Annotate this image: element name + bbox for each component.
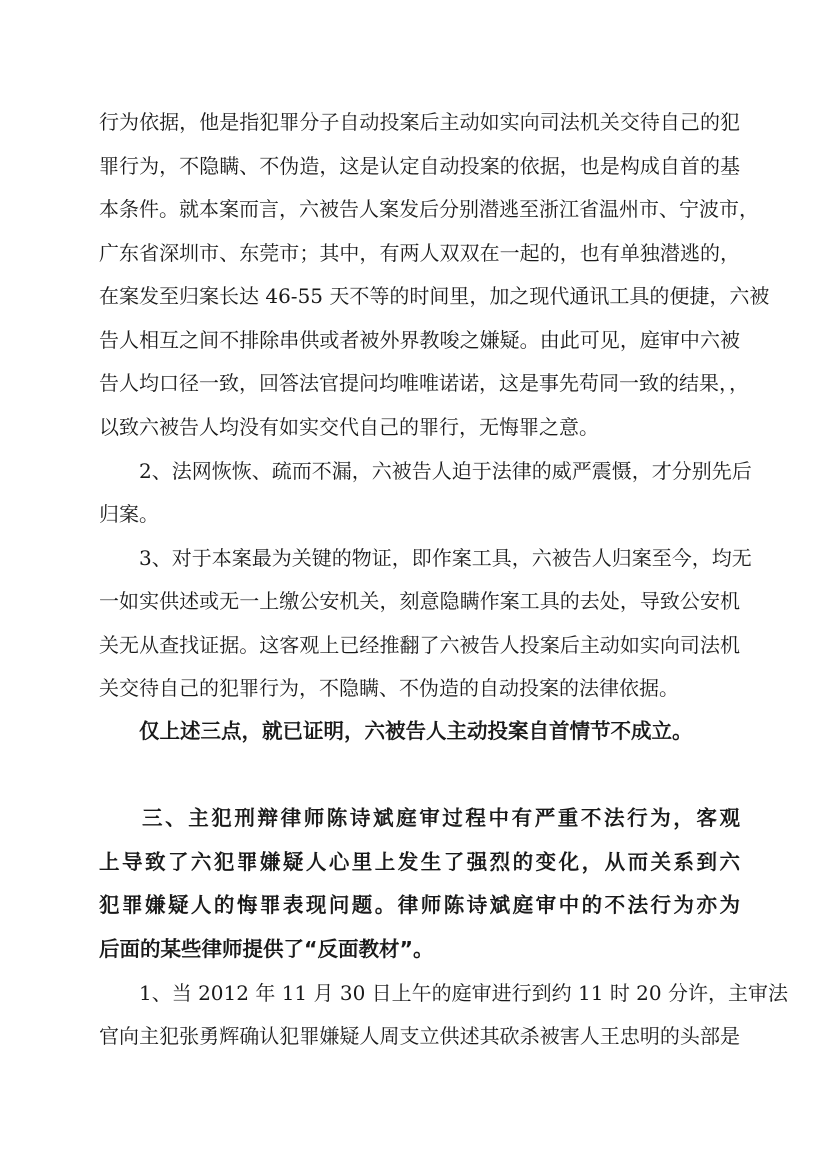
- text-line: 犯罪嫌疑人的悔罪表现问题。律师陈诗斌庭审中的不法行为亦为: [99, 893, 740, 917]
- text-line: 官向主犯张勇辉确认犯罪嫌疑人周支立供述其砍杀被害人王忠明的头部是: [99, 1024, 740, 1048]
- text-line: 一如实供述或无一上缴公安机关，刻意隐瞒作案工具的去处，导致公安机: [99, 589, 740, 613]
- text-line: 三、主犯刑辩律师陈诗斌庭审过程中有严重不法行为，客观: [142, 806, 740, 830]
- text-line: 上导致了六犯罪嫌疑人心里上发生了强烈的变化，从而关系到六: [99, 850, 740, 874]
- text-line: 以致六被告人均没有如实交代自己的罪行，无悔罪之意。: [99, 415, 599, 439]
- text-line: 2、法网恢恢、疏而不漏，六被告人迫于法律的威严震慑，才分别先后: [139, 459, 752, 483]
- text-line: 广东省深圳市、东莞市；其中，有两人双双在一起的，也有单独潜逃的，: [99, 241, 740, 265]
- text-line: 告人均口径一致，回答法官提问均唯唯诺诺，这是事先苟同一致的结果，，: [99, 371, 749, 395]
- text-line: 仅上述三点，就已证明，六被告人主动投案自首情节不成立。: [139, 719, 693, 743]
- text-line: 归案。: [99, 502, 159, 526]
- text-line: 在案发至归案长达 46-55 天不等的时间里，加之现代通讯工具的便捷，六被: [99, 284, 770, 308]
- text-line: 告人相互之间不排除串供或者被外界教唆之嫌疑。由此可见，庭审中六被: [99, 328, 740, 352]
- text-line: 1、当 2012 年 11 月 30 日上午的庭审进行到约 11 时 20 分许，主审法: [139, 981, 788, 1005]
- text-line: 关无从查找证据。这客观上已经推翻了六被告人投案后主动如实向司法机: [99, 633, 740, 657]
- text-line: 行为依据，他是指犯罪分子自动投案后主动如实向司法机关交待自己的犯: [99, 110, 740, 134]
- text-line: 后面的某些律师提供了“反面教材”。: [99, 937, 434, 961]
- text-line: 本条件。就本案而言，六被告人案发后分别潜逃至浙江省温州市、宁波市，: [99, 197, 759, 221]
- text-line: 关交待自己的犯罪行为，不隐瞒、不伪造的自动投案的法律依据。: [99, 676, 679, 700]
- text-line: 3、对于本案最为关键的物证，即作案工具，六被告人归案至今，均无: [139, 546, 752, 570]
- text-line: 罪行为，不隐瞒、不伪造，这是认定自动投案的依据，也是构成自首的基: [99, 154, 740, 178]
